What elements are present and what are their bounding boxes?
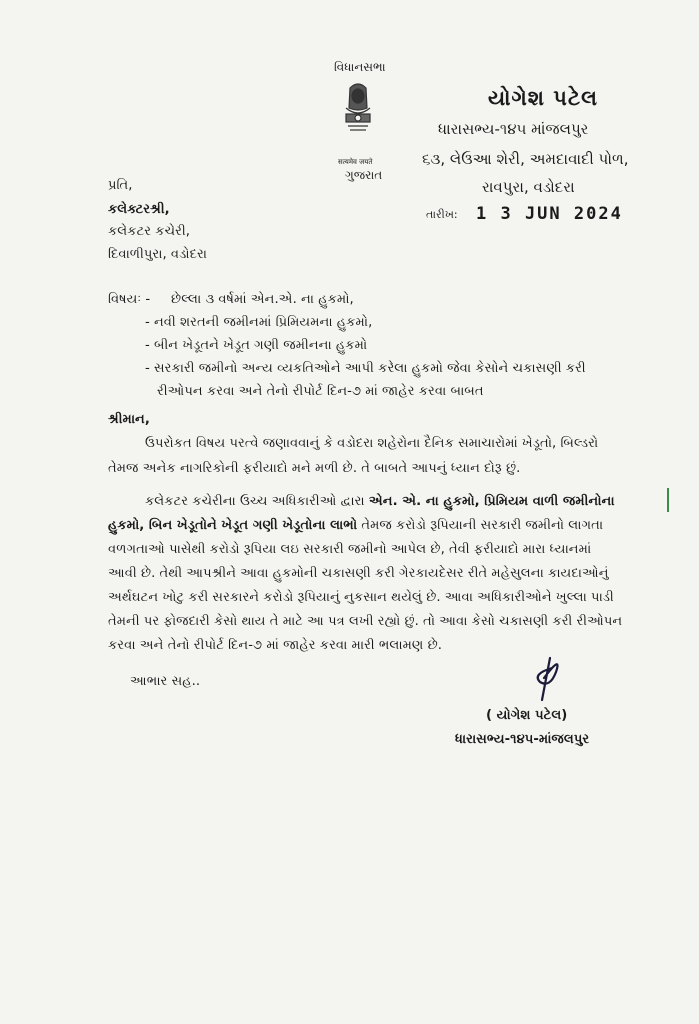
national-emblem-icon bbox=[340, 78, 376, 154]
paragraph-2-line: આવી છે. તેથી આપશ્રીને આવા હુકમોની ચકાસણી કરી ગેરકાયદેસર રીતે મહેસુલના કાયદાઓનું bbox=[108, 566, 609, 581]
paragraph-2-bold-text: એન. એ. ના હુકમો, પ્રિમિયમ વાળી જમીનોના bbox=[368, 494, 615, 509]
subject-line: - નવી શરતની જમીનમાં પ્રિમિયમના હુકમો, bbox=[145, 315, 373, 330]
recipient-place: દિવાળીપુરા, વડોદરા bbox=[108, 247, 208, 262]
subject-line: - સરકારી જમીનો અન્ય વ્યકતિઓને આપી કરેલા હુકમો જેવા કેસોને ચકાસણી કરી bbox=[145, 361, 586, 376]
emblem-motto: सत्यमेव जयते bbox=[338, 158, 373, 166]
recipient-prefix: પ્રતિ, bbox=[108, 178, 133, 193]
state-label: ગુજરાત bbox=[345, 168, 383, 182]
paragraph-2-line bbox=[145, 492, 615, 512]
signatory-name: ( યોગેશ પટેલ) bbox=[486, 708, 568, 723]
date-stamp: 1 3 JUN 2024 bbox=[476, 204, 623, 224]
subject-line: છેલ્લા ૩ વર્ષમાં એન.એ. ના હુકમો, bbox=[171, 292, 354, 307]
recipient-office: કલેકટર કચેરી, bbox=[108, 224, 190, 239]
paragraph-2-line: તેમની પર ફોજદારી કેસો થાય તે માટે આ પત્ર લખી રહ્યો છું. તો આવા કેસો ચકાસણી કરી રીઓપન bbox=[108, 614, 623, 629]
paragraph-2-text: કલેકટર કચેરીના ઉચ્ચ અધિકારીઓ દ્વારા bbox=[145, 494, 369, 509]
paragraph-2-line: અર્થઘટન ખોટુ કરી સરકારને કરોડો રૂપિયાનું નુકસાન થયેલું છે. આવા અધિકારીઓને ખુલ્લા પાડી bbox=[108, 590, 614, 605]
paragraph-1-line: ઉપરોકત વિષય પરત્વે જણાવવાનું કે વડોદરા શહેરોના દૈનિક સમાચારોમાં ખેડૂતો, બિલ્ડરો bbox=[145, 436, 599, 451]
margin-mark bbox=[666, 488, 671, 512]
paragraph-2-line: કરવા અને તેનો રીપોર્ટ દિન-૭ માં જાહેર કરવા મારી ભલામણ છે. bbox=[108, 638, 443, 653]
subject-label: વિષયઃ - bbox=[108, 292, 151, 307]
recipient-title: કલેક્ટરશ્રી, bbox=[108, 202, 170, 217]
signatory-designation: ધારાસભ્ય-૧૪૫-માંજલપુર bbox=[455, 732, 590, 747]
subject-line: - બીન ખેડૂતને ખેડૂત ગણી જમીનના હુકમો bbox=[145, 338, 368, 353]
assembly-label: વિધાનસભા bbox=[334, 60, 386, 74]
sender-name: યોગેશ પટેલ bbox=[488, 86, 599, 110]
subject-line: રીઓપન કરવા અને તેનો રીપોર્ટ દિન-૭ માં જાહેર કરવા બાબત bbox=[157, 384, 484, 399]
paragraph-2-text: તેમજ કરોડો રૂપિયાની સરકારી જમીનો લાગતા bbox=[357, 518, 604, 533]
address-line-2: રાવપુરા, વડોદરા bbox=[482, 178, 575, 196]
date-label: તારીખ: bbox=[426, 208, 458, 221]
salutation: શ્રીમાન, bbox=[108, 412, 150, 427]
closing: આભાર સહ.. bbox=[130, 674, 201, 689]
paragraph-2-bold-text: હુકમો, બિન ખેડૂતોને ખેડૂત ગણી ખેડૂતોના લાભો bbox=[108, 518, 358, 533]
paragraph-1-line: તેમજ અનેક નાગરિકોની ફરીયાદો મને મળી છે. તે બાબતે આપનું ધ્યાન દોરૂ છું. bbox=[108, 461, 521, 476]
handwritten-signature-icon bbox=[522, 648, 582, 704]
address-line-1: ૬૩, લેઉઆ શેરી, અમદાવાદી પોળ, bbox=[422, 150, 629, 168]
sender-designation: ધારાસભ્ય-૧૪૫ માંજલપુર bbox=[438, 120, 589, 138]
paragraph-2-line bbox=[108, 516, 603, 536]
paragraph-2-line: વળગતાઓ પાસેથી કરોડો રૂપિયા લઇ સરકારી જમીનો આપેલ છે, તેવી ફરીયાદો મારા ધ્યાનમાં bbox=[108, 542, 592, 557]
